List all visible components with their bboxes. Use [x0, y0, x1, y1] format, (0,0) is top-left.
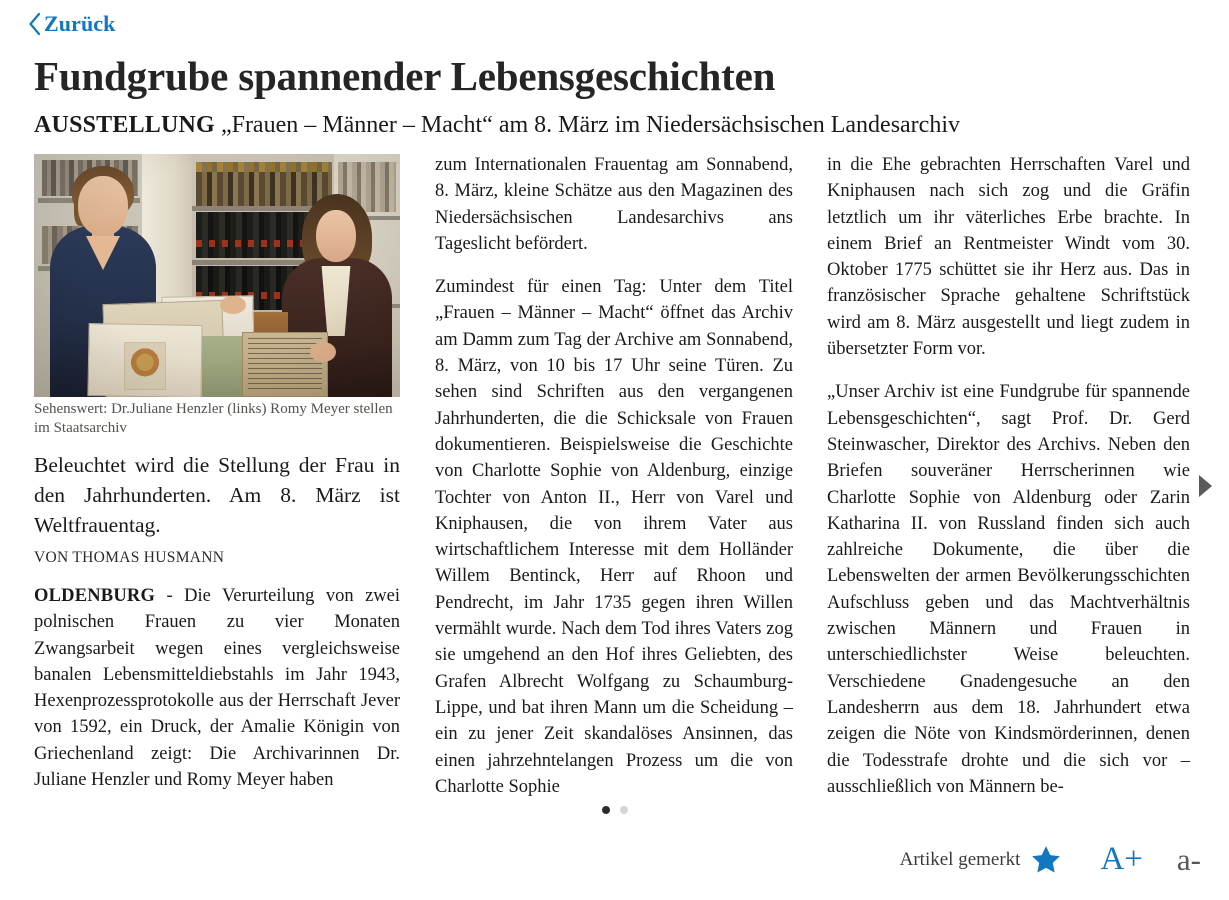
next-page-button[interactable] — [1197, 474, 1213, 498]
page-title: Fundgrube spannender Lebensgeschichten — [34, 53, 776, 99]
archive-scene-image — [34, 154, 400, 397]
article-lead: Beleuchtet wird die Stellung der Frau in den Jahrhunderten. Am 8. März ist Weltfrauentag. — [34, 453, 400, 537]
page-indicator[interactable] — [0, 806, 1229, 814]
article-subhead — [34, 110, 1204, 140]
article-column-3 — [827, 152, 1190, 800]
paragraph-text: - Die Verurteilung von zwei polnischen Frauen zu vier Monaten Zwangsarbeit wegen eines vergleichsweise banalen Lebensmitteldiebstahls im Jahr 1943, Hexenprozessprotokolle aus der Herrschaft Jever von 1592, ein Druck, der Amalie Königin von Griechenland zeigt: Die Archivarinnen Dr. Juliane Henzler und Romy Meyer haben — [34, 586, 400, 791]
article-column-2 — [435, 152, 793, 800]
subhead-text: „Frauen – Männer – Macht“ am 8. März im Niedersächsischen Landesarchiv — [214, 112, 960, 138]
bookmark-label: Artikel gemerkt — [899, 848, 1021, 870]
paragraph: in die Ehe gebrachten Herrschaften Varel und Kniphausen nach sich zog und die Gräfin letztlich um ihr väterliches Erbe brachte. In einem Brief an Rentmeister Windt vom 30. Oktober 1775 schüttet sie ihr Herz aus. Das in französischer Sprache gehaltene Schriftstück wird am 8. März ausgestellt und liegt zudem in übersetzter Form vor. — [827, 155, 1190, 360]
chevron-left-icon — [28, 12, 41, 36]
article-byline: VON THOMAS HUSMANN — [34, 549, 225, 566]
star-icon[interactable] — [1030, 844, 1062, 876]
back-link[interactable] — [28, 12, 116, 36]
triangle-right-icon — [1197, 474, 1213, 498]
increase-font-size-button[interactable]: A+ — [1100, 841, 1143, 877]
page-dot-2[interactable] — [620, 806, 628, 814]
decrease-font-size-button[interactable]: a- — [1176, 842, 1201, 877]
paragraph — [34, 583, 400, 793]
subhead-kicker: AUSSTELLUNG — [34, 112, 215, 138]
paragraph: zum Internationalen Frauentag am Sonnabend, 8. März, kleine Schätze aus den Magazinen des Niedersächsischen Landesarchivs ans Tageslicht befördert. — [435, 155, 793, 254]
bookmark-button[interactable] — [900, 844, 1063, 876]
paragraph: „Unser Archiv ist eine Fundgrube für spannende Lebensgeschichten“, sagt Prof. Dr. Gerd Steinwascher, Direktor des Archivs. Neben den Briefen souveräner Herrscherinnen wie Charlotte Sophie von Aldenburg oder Zarin Katharina II. von Russland finden sich auch zahlreiche Dokumente, die über die Lebenswelten der armen Bevölkerungsschichten Aufschluss geben und das Machtverhältnis zwischen Männern und Frauen in unterschiedlichster Weise beleuchten. Verschiedene Gnadengesuche an den Landesherrn aus dem 18. Jahrhundert etwa zeigen die Nöte von Kindsmörderinnen, denen die Todesstrafe drohte und die sich vor – ausschließlich von Männern be- — [827, 382, 1190, 797]
article-column-1 — [34, 583, 400, 793]
article-photo — [34, 154, 400, 397]
back-link-label: Zurück — [44, 11, 116, 36]
paragraph: Zumindest für einen Tag: Unter dem Titel „Frauen – Männer – Macht“ öffnet das Archiv am Damm zum Tag der Archive am Sonnabend, 8. März, von 10 bis 17 Uhr seine Türen. Zu sehen sind Schriften aus den vergangenen Jahrhunderten, die die Schicksale von Frauen dokumentieren. Beispielsweise die Geschichte von Charlotte Sophie von Aldenburg, einzige Tochter von Anton II., Herr von Varel und Kniphausen, die von ihrem Vater aus wirtschaftlichem Interesse mit dem Holländer Willem Bentinck, Herr auf Rhoon und Pendrecht, im Jahr 1735 gegen ihren Willen vermählt wurde. Nach dem Tod ihres Vaters zog sie umgehend an den Hof ihres Geliebten, des Grafen Albrecht Wolfgang zu Schaumburg-Lippe, und bat ihren Mann um die Scheidung – ein zu jener Zeit skandalöses Ansinnen, das einen jahrzehntelangen Prozess um die von Charlotte Sophie — [435, 277, 793, 797]
article-toolbar — [900, 843, 1201, 876]
page-dot-1[interactable] — [602, 806, 610, 814]
dateline: OLDENBURG — [34, 586, 156, 606]
photo-caption: Sehenswert: Dr.Juliane Henzler (links) Romy Meyer stellen im Staatsarchiv — [34, 401, 393, 436]
